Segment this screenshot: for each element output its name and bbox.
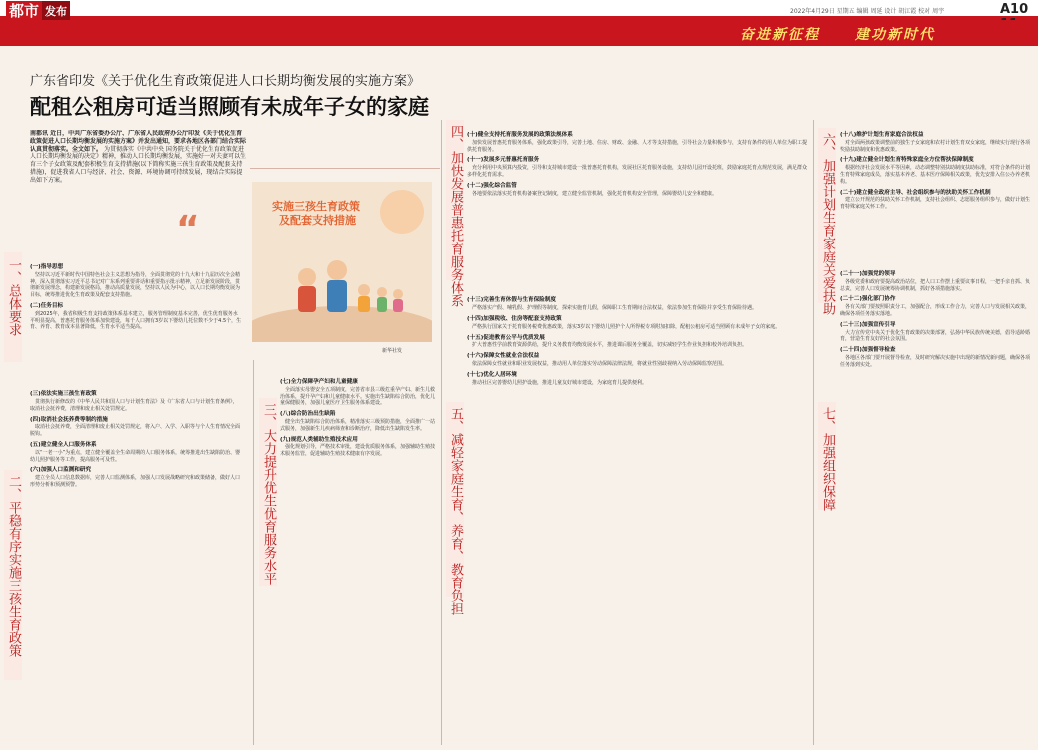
subhead: (四)取消社会抚养费等制约措施	[30, 416, 108, 423]
section-label-5: 五、减轻家庭生育、养育、教育负担	[448, 407, 463, 615]
section-label-1: 一、总体要求	[6, 258, 21, 336]
paragraph: 健全出生缺陷综合防治体系，精准落实三级预防措施，全面推广一站式服务，加强新生儿疾病筛查和诊断治疗，降低出生缺陷发生率。	[280, 418, 436, 432]
column-divider	[813, 120, 814, 745]
paragraph: 各有关部门要按照职责分工，加强配合，形成工作合力，完善人口与发展相关政策，确保各项任务落实落地。	[840, 304, 1031, 317]
paragraph: 充分利用中央预算内投资，引导和支持城市建设一批普惠托育机构，发展社区托育服务设施，支持幼儿园开设托班，鼓励家庭托育点规范发展，满足群众多样化托育需求。	[467, 165, 807, 178]
subhead: (二十四)加强督导检查	[840, 347, 896, 354]
intro-body: 为贯彻落实《中共中央 国务院关于优化生育政策促进人口长期均衡发展的决定》精神，推动人口长期均衡发展，实施好一对夫妻可以生育三个子女政策及配套积极生育支持措施(以下简称实施三孩生育政策及配套支持措施)，促进我省人口与经济、社会、资源、环境协调可持续发展，现结合实际提出如下方案。	[30, 145, 247, 184]
subhead: (五)建立健全人口服务体系	[30, 441, 97, 448]
intro-lead: 南都讯 近日，中共广东省委办公厅、广东省人民政府办公厅印发《关于优化生育政策促进人口长期均衡发展的实施方案》并发出通知，要求各地区各部门结合实际认真贯彻落实。全文如下。	[30, 130, 247, 153]
article-headline: 配租公租房可适当照顾有未成年子女的家庭	[30, 95, 429, 119]
illustration-title-line1: 实施三孩生育政策	[272, 200, 360, 213]
slogan-part1: 奋进新征程	[740, 27, 820, 43]
illustration-title-line2: 及配套支持措施	[279, 214, 356, 227]
paragraph: 到2025年，我省积极生育支持政策体系基本建立，服务管理制度基本完善，优生优育服务水平明显提高，普惠托育服务体系加快建设，每千人口拥有3岁以下婴幼儿托位数不少于4.5个，生育、养育、教育成本显著降低，生育水平适当提高。	[30, 310, 242, 331]
paragraph: 对全面两孩政策调整前的独生子女家庭和农村计划生育双女家庭，继续实行现行各项奖励扶助制度和优惠政策。	[840, 139, 1031, 153]
slogan-part2: 建功新时代	[855, 27, 935, 43]
paragraph: 依法保障女性就业和职业发展权益，推动用人单位落实劳动保障法律法规，将就业性别歧视纳入劳动保障监察范围。	[472, 360, 728, 367]
paragraph: 取消社会抚养费，全面清理和废止相关处罚规定，将入户、入学、入职等与个人生育情况全面脱钩。	[30, 424, 241, 438]
section-label-4: 四、加快发展普惠托育服务体系	[448, 125, 463, 307]
section-label-3: 三、大力提升优生优育服务水平	[261, 403, 276, 585]
subhead: (十七)优化人居环境	[467, 371, 517, 378]
subhead: (二十二)强化部门协作	[840, 296, 896, 303]
quote-mark-icon: “	[176, 209, 200, 250]
subhead: (二十一)加强党的领导	[840, 270, 896, 277]
column-divider	[441, 120, 442, 745]
paragraph: 推动社区完善婴幼儿照护设施，推进儿童友好城市建设，为家庭育儿提供便利。	[472, 379, 648, 386]
paragraph: 扩大普惠性学前教育资源供给，提升义务教育均衡发展水平，推进课后服务全覆盖，切实减轻学生作业负担和校外培训负担。	[472, 342, 748, 349]
section-label-2: 二、平稳有序实施三孩生育政策	[6, 475, 21, 657]
subhead: (十)健全支持托育服务发展的政策法规体系	[467, 132, 573, 138]
subhead: (十九)建立健全计划生育特殊家庭全方位帮扶保障制度	[840, 157, 974, 164]
logo-main: 都市	[6, 1, 42, 22]
paragraph: 严格执行国家关于托育服务税费优惠政策，落实3岁以下婴幼儿照护个人所得税专项附加扣除，配租公租房可适当照顾有未成年子女的家庭。	[472, 323, 781, 330]
column-divider	[253, 360, 254, 745]
subhead: (六)加强人口监测和研究	[30, 467, 92, 474]
subhead: (二十三)加强宣传引导	[840, 321, 896, 328]
subhead: (十一)发展多元普惠托育服务	[467, 157, 540, 164]
column-2	[280, 375, 437, 745]
article-supertitle: 广东省印发《关于优化生育政策促进人口长期均衡发展的实施方案》	[30, 74, 421, 89]
subhead: (一)指导思想	[30, 264, 64, 270]
paragraph: 贯彻执行新修改的《中华人民共和国人口与计划生育法》及《广东省人口与计划生育条例》，取消社会抚养费，清理和废止相关处罚规定。	[30, 398, 238, 412]
subhead: (十三)完善生育休假与生育保险制度	[467, 297, 557, 304]
paragraph: 根据经济社会发展水平等因素，动态调整特别扶助制度扶助标准，对符合条件的计划生育特殊家庭成员，落实基本养老、基本医疗保障相关政策，优先安排入住公办养老机构。	[840, 165, 1031, 185]
subhead: (七)全力保障孕产妇和儿童健康	[280, 379, 358, 385]
subhead: (二)任务目标	[30, 302, 64, 309]
dateline: 2022年4月29日 星期五 编辑 周延 设计 胡江霞 校对 周宇	[790, 8, 945, 15]
column-1	[30, 260, 242, 745]
column-4	[840, 128, 1032, 745]
subhead: (十四)加强税收、住房等配套支持政策	[467, 315, 562, 322]
article-intro	[30, 130, 247, 208]
section-label-7: 七、加强组织保障	[820, 407, 835, 511]
subhead: (九)规范人类辅助生殖技术应用	[280, 436, 358, 443]
paragraph: 各地区各部门要开展督导检查，及时研究解决实施中出现的新情况新问题，确保各项任务落到实处。	[840, 354, 1031, 368]
divider	[250, 168, 440, 169]
subhead: (十八)维护计划生育家庭合法权益	[840, 132, 924, 138]
paragraph: 大力宣传党中央关于优化生育政策的决策部署，弘扬中华民族传统美德，倡导适龄婚育，营造生育友好的社会氛围。	[840, 329, 1031, 343]
paragraph: 坚持以习近平新时代中国特色社会主义思想为指导，全面贯彻党的十九大和十九届历次全会精神，深入贯彻落实习近平总书记对广东系列重要讲话和重要指示批示精神，立足新发展阶段，贯彻新发展理念，构建新发展格局，推动高质量发展，坚持以人民为中心，以人口长期均衡发展为目标，统筹推进优化生育政策及配套支持措施。	[30, 271, 241, 299]
paragraph: 严格落实产假、哺乳假、护理假等制度，探索实施育儿假，保障职工生育期间合法权益，依法参加生育保险并享受生育保险待遇。	[472, 305, 758, 312]
section-label-6: 六、加强计划生育家庭关爱扶助	[820, 133, 835, 315]
subhead: (十五)促进教育公平与优质发展	[467, 334, 545, 341]
paragraph: 强化规划引导，严格技术审批，建设优质服务体系，加强辅助生殖技术服务监管，促进辅助生殖技术健康有序发展。	[280, 444, 436, 458]
subhead: (三)依法实施三孩生育政策	[30, 391, 97, 398]
page-number: A10	[1000, 2, 1029, 17]
logo-sub: 发布	[42, 1, 70, 22]
subhead: (八)综合防治出生缺陷	[280, 411, 336, 418]
column-3	[467, 128, 807, 745]
paragraph: 建立公开规范的扶助关怀工作机制，支持社会组织、志愿服务组织参与，做好计划生育特殊家庭关怀工作。	[840, 197, 1031, 211]
subhead: (十六)保障女性就业合法权益	[467, 353, 540, 360]
paragraph: 建立全员人口信息数据库，完善人口监测体系，加强人口发展战略研究和政策储备，做好人口形势分析和预测预警。	[30, 475, 241, 488]
illustration-credit: 新华社发	[382, 348, 403, 354]
subhead: (十二)强化综合监管	[467, 182, 517, 189]
subhead: (二十)建立健全政府主导、社会组织参与的扶助关怀工作机制	[840, 189, 991, 196]
section-logo	[6, 1, 70, 22]
paragraph: 以“一老一小”为重点，建立健全覆盖全生命周期的人口服务体系，统筹推进出生缺陷防治、婴幼儿照护服务等工作，提高服务可及性。	[30, 449, 241, 463]
paragraph: 各地要依法落实托育机构备案登记制度，建立健全监管机制，强化托育机构安全管理，保障婴幼儿安全和健康。	[472, 190, 718, 197]
paragraph: 加快发展普惠托育服务体系，强化政策引导，完善土地、住房、财政、金融、人才等支持措施，引导社会力量积极参与，支持有条件的用人单位为职工提供托育服务。	[467, 139, 807, 153]
paragraph: 全面落实母婴安全五项制度，完善省市县三级危重孕产妇、新生儿救治体系，提升孕产妇和儿童健康水平。实施出生缺陷综合防治，优化儿童保健服务，加强儿童医疗卫生服务体系建设。	[280, 386, 436, 407]
paragraph: 各级党委和政府要提高政治站位，把人口工作摆上重要议事日程，一把手亲自抓、负总责，完善人口发展统筹协调机制，抓好各项措施落实。	[840, 278, 1031, 292]
